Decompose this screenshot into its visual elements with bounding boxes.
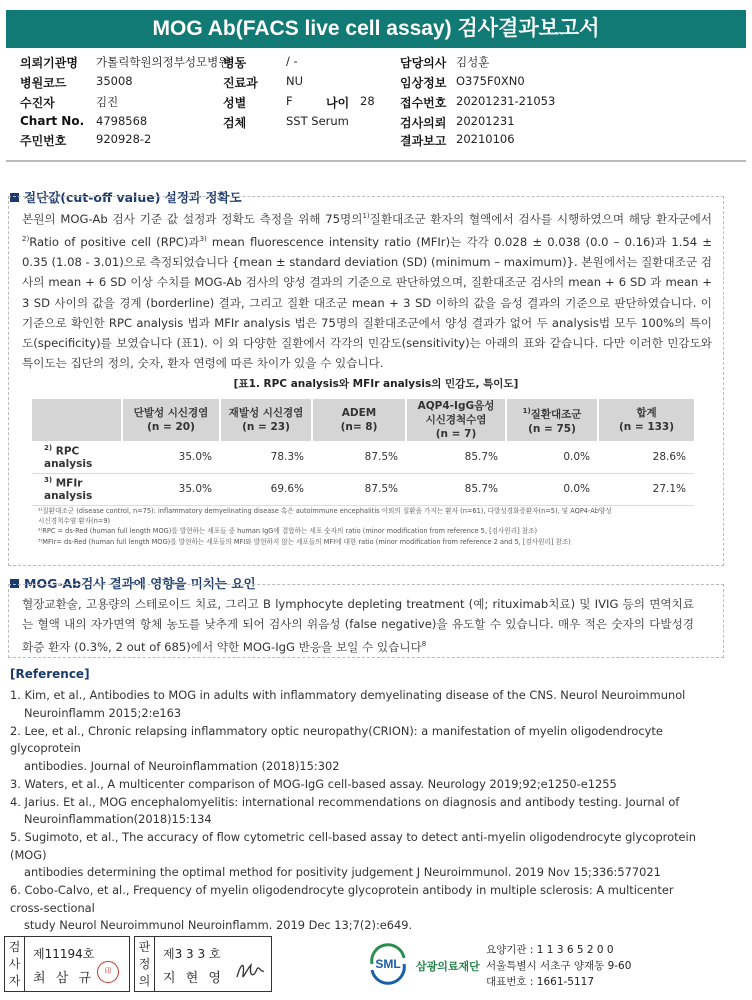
results-table xyxy=(32,399,694,506)
table-row xyxy=(32,473,694,505)
section1-text: 본원의 MOG-Ab 검사 기준 값 설정과 정확도 측정을 위해 75명의$^{1)}$질환대조군 환자의 혈액에서 검사를 시행하였으며 해당 환자군에서$^{2)}$Ratio of positive cell (RPC)과$^{3)}$ mean fluorescence intensity ratio (MFIr)는 각각 0.028 ± 0.038 (0.0 – 0.16)과 1.54 ± 0.35 (1.08 - 3.01)으로 측정되었습니다 {mean ± standard deviation (SD) (minimum – maximum)}. 본원에서는 질환대조군 검사의 mean + 6 SD 이상 수치를 MOG-Ab 검사의 양성 결과의 기준으로 판단하였으며, 질환대조군 검사의 mean + 6 SD 과 mean + 3 SD 사이의 값을 경계 (borderline) 결과, 그리고 질환 대조군 mean + 3 SD 이하의 값을 음성 결과의 기준으로 판단하였습니다. 이 기준으로 확인한 RPC analysis 법과 MFIr analysis 법은 75명의 질환대조군에서 양성 결과가 없어 두 analysis법 모두 100%의 특이도(specificity)를 보였습니다 (표1). 이 외 다양한 질환에서 각각의 민감도(sensitivity)는 아래의 표와 같습니다. 다만 이러한 민감도와 특이도는 집단의 정의, 숫자, 환자 연령에 따른 차이가 있을 수 있습니다. xyxy=(22,211,713,371)
specimen-value: SST Serum xyxy=(286,114,349,128)
lab-code: 요양기관 : 1 1 3 6 5 2 0 0 xyxy=(486,944,614,956)
footnote: ³⁾MFIr= ds-Red (human full length MOG)를 발현하는 세포들의 MFI와 발현하지 않는 세포들의 MFI에 대한 ratio (minor modification from reference 2 and 5, [검사원리] 참조) xyxy=(38,537,571,546)
examiner-vertical-label: 검 사 자 xyxy=(5,937,25,991)
footnote: 시신경척수염 환자(n=9) xyxy=(38,517,111,526)
hospital-code-value: 35008 xyxy=(96,74,133,88)
table-corner xyxy=(32,399,122,441)
reference-item: 6. Cobo-Calvo, et al., Frequency of myelin oligodendrocyte glycoprotein antibody in multiple sclerosis: A multicenter cross-sectional study Neurol Neuroimmunol Neuroinflamm. 2019 Dec 13;7(2):e649. xyxy=(10,883,674,932)
table-cell: 78.3% xyxy=(220,441,312,473)
ward-label: 병동 xyxy=(223,56,247,70)
table-cell: 87.5% xyxy=(312,441,406,473)
table-cell: 0.0% xyxy=(506,441,598,473)
section2-text: 혈장교환술, 고용량의 스테로이드 치료, 그리고 B lymphocyte depleting treatment (예; rituximab치료) 및 IVIG 등의 면역치료는 혈액 내의 자가면역 항체 농도를 낮추게 되어 검사의 위음성 (false negative)을 유도할 수 있습니다. 매우 적은 숫자의 다발성경화증 환자 (0.3%, 2 out of 685)에서 약한 MOG-IgG 반응을 보일 수 있습니다$^8$ xyxy=(22,597,694,655)
dept-label: 진료과 xyxy=(223,76,258,90)
seal-stamp-icon: 印 xyxy=(97,961,119,983)
lab-address: 서울특별시 서초구 양재동 9-60 xyxy=(486,960,632,972)
section2-heading: MOG-Ab검사 결과에 영향을 미치는 요인 xyxy=(10,574,256,592)
table-cell: 0.0% xyxy=(506,473,598,505)
id-value: 920928-2 xyxy=(96,132,152,146)
judge-name: 지 현 영 xyxy=(163,971,224,986)
patient-label: 수진자 xyxy=(20,96,55,110)
table-cell: 87.5% xyxy=(312,473,406,505)
report-date-value: 20210106 xyxy=(456,132,515,146)
sex-value: F xyxy=(286,94,293,108)
receipt-label: 접수번호 xyxy=(400,96,447,110)
footnote: ²⁾RPC = ds-Red (human full length MOG)를 발현하는 세포들 중 human IgG에 결합하는 세포 숫자의 ratio (minor modification from reference 5, [검사원리] 참조) xyxy=(38,527,538,536)
dept-value: NU xyxy=(286,74,304,88)
report-date-label: 결과보고 xyxy=(400,134,447,148)
table-cell: 35.0% xyxy=(122,473,220,505)
references-title: [Reference] xyxy=(10,667,90,681)
age-value: 28 xyxy=(360,94,375,108)
request-label: 검사의뢰 xyxy=(400,116,447,130)
reference-item: 5. Sugimoto, et al., The accuracy of flow cytometric cell-based assay to detect anti-myelin oligodendrocyte glycoprotein (MOG) antibodies determining the optimal method for positivity judgement J Neuroimmunol. 2019 Nov 15;336:577021 xyxy=(10,830,696,879)
table-cell: 85.7% xyxy=(406,473,506,505)
request-value: 20201231 xyxy=(456,114,515,128)
handwritten-signature-icon xyxy=(231,955,267,987)
reference-item: 2. Lee, et al., Chronic relapsing inflammatory optic neuropathy(CRION): a manifestation of myelin oligodendrocyte glycoprotein antibodies. Journal of Neuroinflammation (2018)15:302 xyxy=(10,723,663,773)
age-label: 나이 xyxy=(326,96,350,110)
reference-item: 4. Jarius. Et al., MOG encephalomyelitis: international recommendations on diagnosis and antibody testing. Journal of Neuroinflammation(2018)15:134 xyxy=(10,794,680,826)
doctor-label: 담당의사 xyxy=(400,56,447,70)
id-label: 주민번호 xyxy=(20,134,67,148)
divider xyxy=(6,160,746,162)
org-name: 삼광의료재단 xyxy=(416,960,480,973)
reference-item: 1. Kim, et al., Antibodies to MOG in adults with inflammatory demyelinating disease of the CNS. Neurol Neuroimmunol Neuroinflamm 2015;2:e163 xyxy=(10,688,686,720)
footnote: ¹⁾질환대조군 (disease control, n=75): inflammatory demyelinating disease 혹은 autoimmune encephalitis 이외의 질환을 가지는 환자 (n=61), 다발성경화증환자(n=5), 및 AQP4-Ab양성 xyxy=(38,507,612,515)
patient-info xyxy=(20,54,740,150)
table-cell: 85.7% xyxy=(406,441,506,473)
table-cell: 35.0% xyxy=(122,441,220,473)
specimen-label: 검체 xyxy=(223,116,247,130)
svg-text:SML: SML xyxy=(375,957,401,971)
ward-value: / - xyxy=(286,54,298,68)
table-header: 합계 (n = 133) xyxy=(598,399,694,441)
sml-logo-icon xyxy=(366,942,410,986)
lab-info xyxy=(486,942,631,990)
examiner-signature-box xyxy=(4,936,130,992)
lab-phone: 대표번호 : 1661-5117 xyxy=(486,976,595,988)
institution-value: 가톨릭학원의정부성모병원 xyxy=(96,55,230,69)
chart-label: Chart No. xyxy=(20,114,85,128)
table-header: 단발성 시신경염 (n = 20) xyxy=(122,399,220,441)
judge-signature-box xyxy=(134,936,272,992)
references-list xyxy=(10,687,730,935)
table-row xyxy=(32,441,694,473)
report-title: MOG Ab(FACS live cell assay) 검사결과보고서 xyxy=(6,10,746,48)
row-label: $^{2)}$ RPC analysis xyxy=(32,441,122,473)
examiner-code: 제11194호 xyxy=(33,947,95,961)
table-caption: [표1. RPC analysis와 MFIr analysis의 민감도, 특이도] xyxy=(233,378,519,390)
report-footer xyxy=(4,934,748,996)
clinical-label: 임상정보 xyxy=(400,76,447,90)
institution-label: 의뢰기관명 xyxy=(20,56,78,70)
table-header: ADEM (n= 8) xyxy=(312,399,406,441)
doctor-value: 김성훈 xyxy=(456,55,490,69)
clinical-value: O375F0XN0 xyxy=(456,74,525,88)
table-header: AQP4-IgG음성 시신경척수염 (n = 7) xyxy=(406,399,506,441)
judge-vertical-label: 판 정 의 xyxy=(135,937,155,991)
table-notes xyxy=(38,506,718,547)
patient-value: 김진 xyxy=(96,95,119,109)
table-header: $^{1)}$질환대조군 (n = 75) xyxy=(506,399,598,441)
reference-item: 3. Waters, et al., A multicenter comparison of MOG-IgG cell-based assay. Neurology 2019;92;e1250-e1255 xyxy=(10,776,617,791)
sex-label: 성별 xyxy=(223,96,247,110)
chart-value: 4798568 xyxy=(96,114,148,128)
judge-code: 제3 3 3 호 xyxy=(163,947,221,961)
table-header: 재발성 시신경염 (n = 23) xyxy=(220,399,312,441)
row-label: $^{3)}$ MFIr analysis xyxy=(32,473,122,505)
table-cell: 28.6% xyxy=(598,441,694,473)
table-cell: 27.1% xyxy=(598,473,694,505)
section1-heading: 절단값(cut-off value) 설정과 정확도 xyxy=(10,188,242,206)
table-cell: 69.6% xyxy=(220,473,312,505)
receipt-value: 20201231-21053 xyxy=(456,94,556,108)
examiner-name: 최 삼 규 xyxy=(33,971,94,986)
hospital-code-label: 병원코드 xyxy=(20,76,67,90)
